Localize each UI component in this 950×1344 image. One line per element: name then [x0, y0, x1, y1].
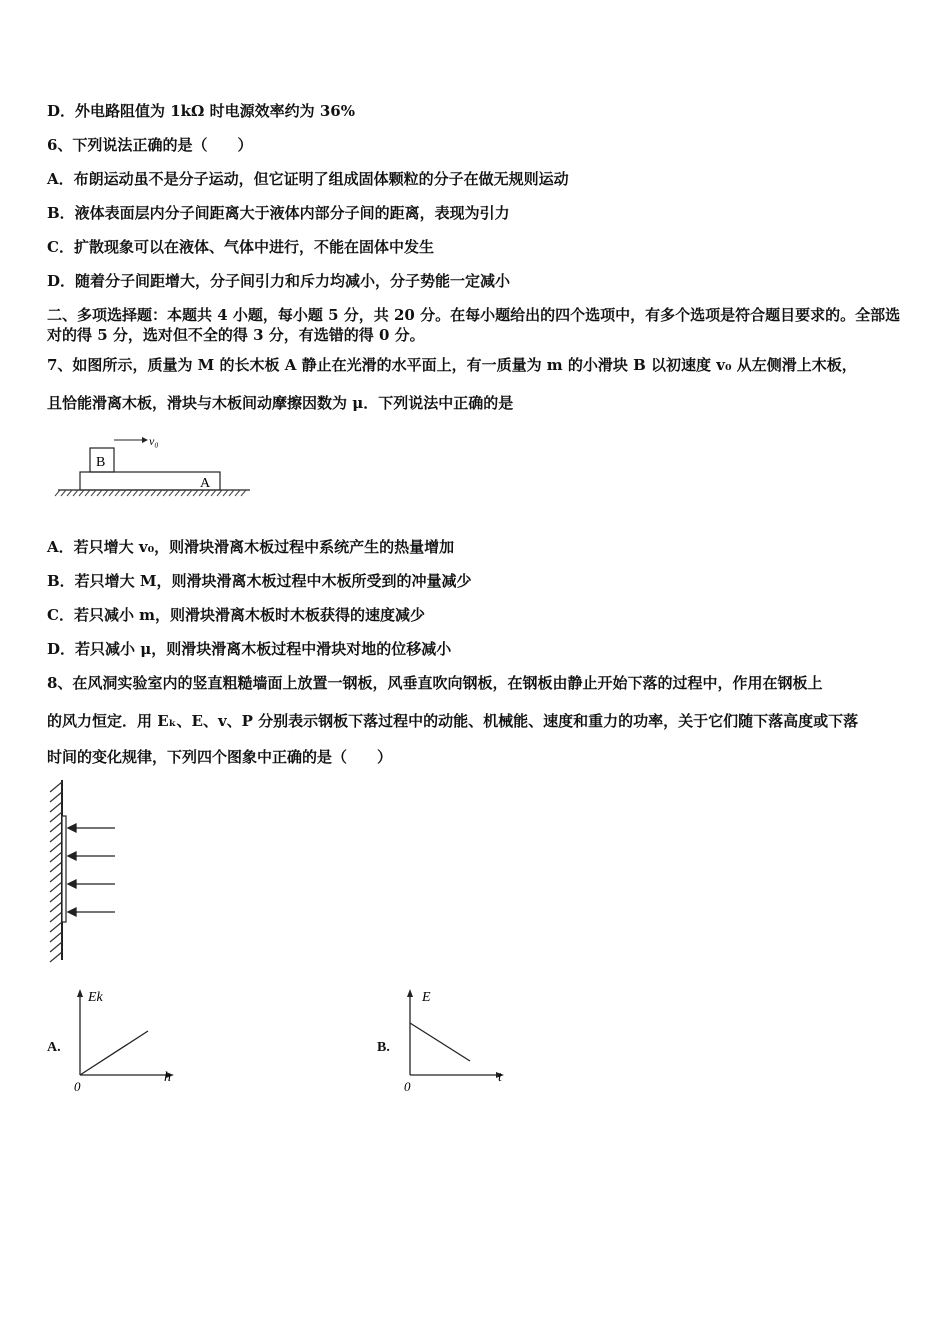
q6-option-d: D．随着分子间距增大，分子间引力和斥力均减小，分子势能一定减小 — [47, 272, 511, 290]
board-a — [80, 472, 220, 490]
q7-option-c: C．若只减小 m，则滑块滑离木板时木板获得的速度减少 — [47, 606, 426, 624]
graph-b-x-label: t — [498, 1070, 502, 1085]
q7-option-b: B．若只增大 M，则滑块滑离木板过程中木板所受到的冲量减少 — [47, 572, 472, 590]
graph-a — [68, 985, 188, 1095]
steel-plate — [62, 816, 66, 922]
block-b-label: B — [96, 455, 106, 470]
q8-stem-line1: 8、在风洞实验室内的竖直粗糙墙面上放置一钢板，风垂直吹向钢板，在钢板由静止开始下落的过程中，作用在钢板上 — [47, 674, 823, 692]
q8-stem-line2: 的风力恒定．用 Eₖ、E、v、P 分别表示钢板下落过程中的动能、机械能、速度和重力的功率，关于它们随下落高度或下落 — [47, 712, 859, 730]
q6-option-a: A．布朗运动虽不是分子运动，但它证明了组成固体颗粒的分子在做无规则运动 — [47, 170, 569, 188]
graph-b-label: B. — [377, 1040, 390, 1055]
graph-a-origin: 0 — [74, 1079, 81, 1094]
velocity-arrowhead — [142, 437, 148, 443]
graph-b-curve — [410, 1023, 470, 1061]
q7-option-d: D．若只减小 μ，则滑块滑离木板过程中滑块对地的位移减小 — [47, 640, 452, 658]
q6-option-b: B．液体表面层内分子间距离大于液体内部分子间的距离，表现为引力 — [47, 204, 510, 222]
graph-a-y-label: Ek — [88, 990, 103, 1005]
q7-option-a: A．若只增大 v₀，则滑块滑离木板过程中系统产生的热量增加 — [47, 538, 455, 556]
wind-arrows — [68, 824, 115, 916]
q8-stem-line3: 时间的变化规律，下列四个图象中正确的是（ ） — [47, 748, 393, 766]
graph-b — [398, 985, 518, 1095]
graph-a-label: A. — [47, 1040, 61, 1055]
q5-option-d: D．外电路阻值为 1kΩ 时电源效率约为 36% — [47, 102, 355, 120]
graph-b-origin: 0 — [404, 1079, 411, 1094]
q6-stem: 6、下列说法正确的是（ ） — [47, 136, 253, 154]
ground-hatching — [55, 490, 246, 496]
velocity-label: v₀ — [149, 434, 159, 448]
graph-a-y-arrowhead — [77, 989, 83, 997]
graph-a-curve — [80, 1031, 148, 1075]
wall-hatching — [50, 782, 62, 962]
board-a-label: A — [200, 476, 211, 491]
q7-stem-line1: 7、如图所示，质量为 M 的长木板 A 静止在光滑的水平面上，有一质量为 m 的小滑块 B 以初速度 v₀ 从左侧滑上木板， — [47, 356, 857, 374]
section2-heading: 二、多项选择题：本题共 4 小题，每小题 5 分，共 20 分。在每小题给出的四个选项中，有多个选项是符合题目要求的。全部选对的得 5 分，选对但不全的得 3 分，有选错的得 0 分。 — [47, 306, 901, 344]
graph-b-y-label: E — [422, 990, 431, 1005]
q7-stem-line2: 且恰能滑离木板，滑块与木板间动摩擦因数为 μ．下列说法中正确的是 — [47, 394, 514, 412]
q8-wall-figure — [40, 778, 130, 968]
graph-b-y-arrowhead — [407, 989, 413, 997]
q6-option-c: C．扩散现象可以在液体、气体中进行，不能在固体中发生 — [47, 238, 434, 256]
graph-a-x-label: h — [164, 1070, 171, 1085]
q7-figure — [50, 428, 260, 503]
